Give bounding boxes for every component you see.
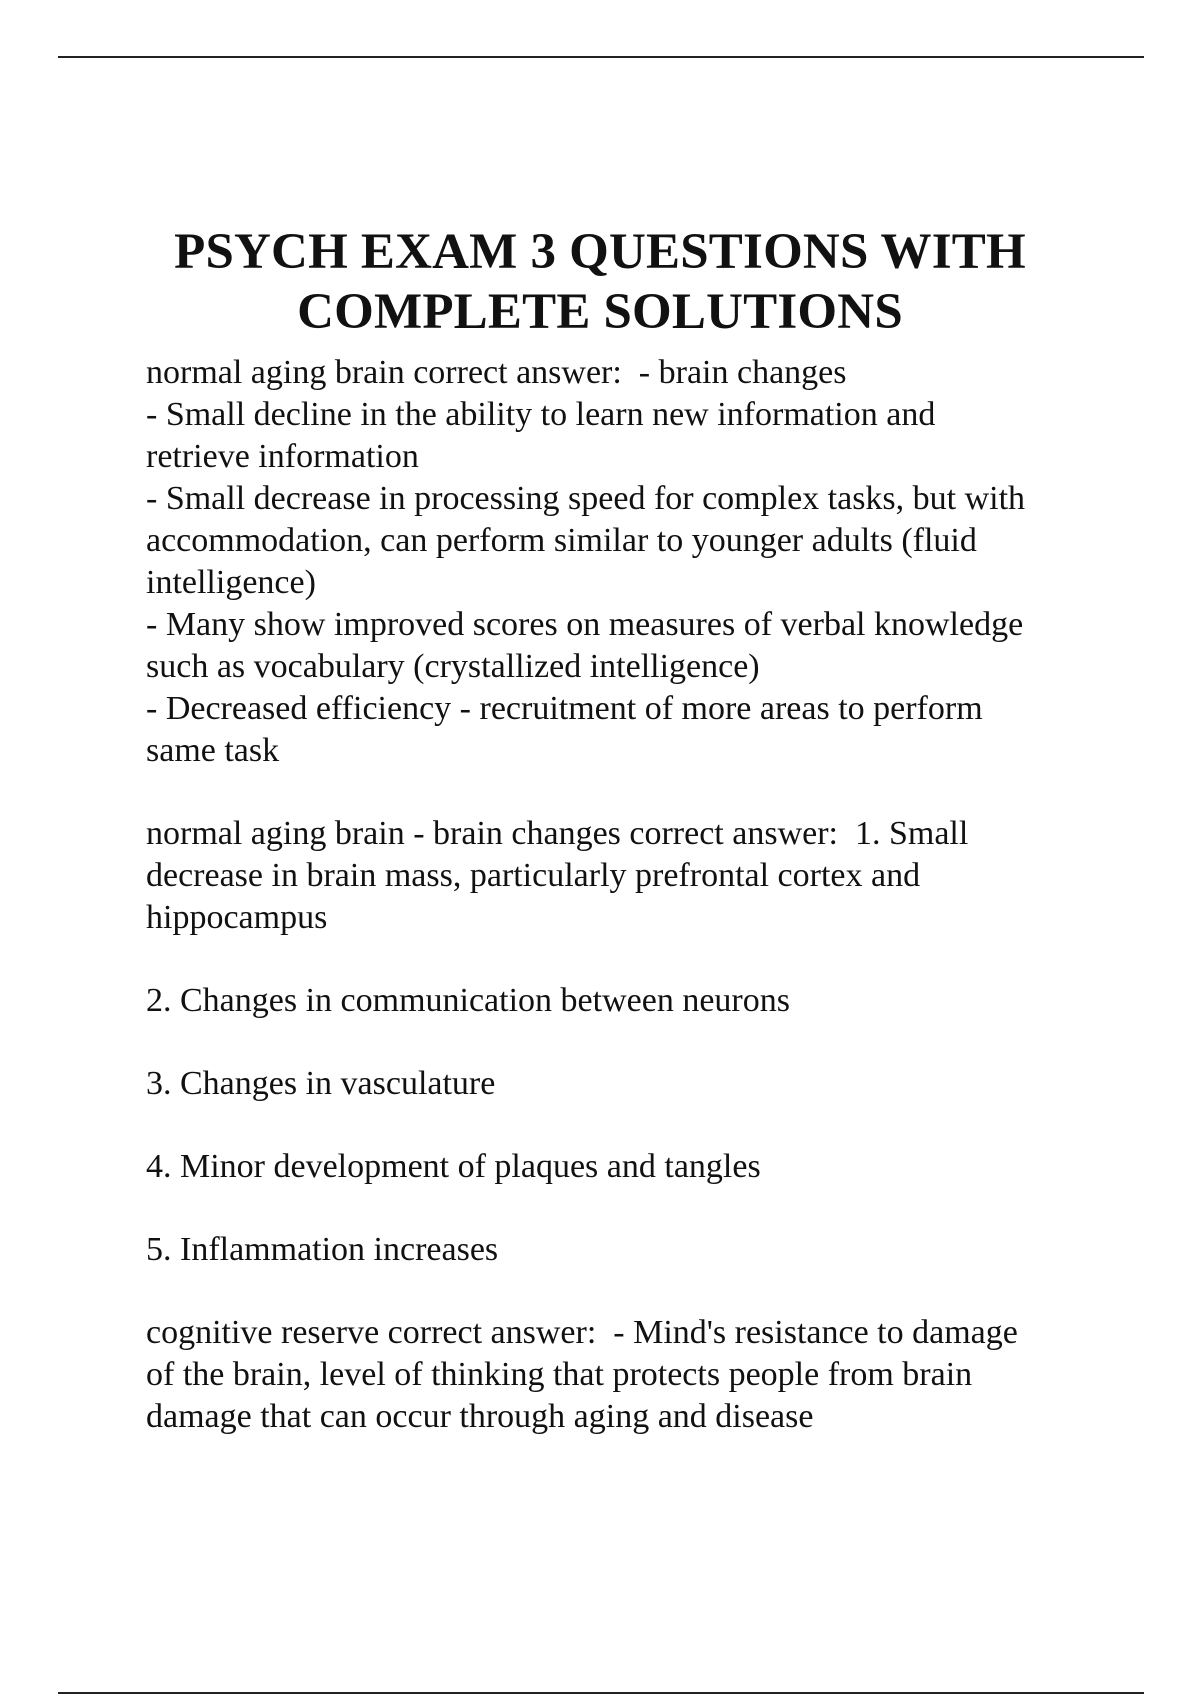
text-line: damage that can occur through aging and disease bbox=[146, 1398, 814, 1435]
text-line: 3. Changes in vasculature bbox=[146, 1065, 496, 1102]
qa-entry bbox=[146, 1312, 1096, 1438]
text-line: decrease in brain mass, particularly prefrontal cortex and bbox=[146, 857, 921, 894]
text-line: normal aging brain - brain changes correct answer: 1. Small bbox=[146, 815, 969, 852]
text-line: - Small decline in the ability to learn new information and bbox=[146, 396, 936, 433]
list-item bbox=[146, 1229, 1096, 1271]
text-line: - Decreased efficiency - recruitment of more areas to perform bbox=[146, 690, 983, 727]
text-line: 5. Inflammation increases bbox=[146, 1231, 499, 1268]
list-item bbox=[146, 1146, 1096, 1188]
page-title bbox=[100, 222, 1100, 342]
text-line: 4. Minor development of plaques and tangles bbox=[146, 1148, 761, 1185]
text-line: such as vocabulary (crystallized intelligence) bbox=[146, 648, 760, 685]
document-body bbox=[146, 352, 1096, 1479]
bottom-rule bbox=[58, 1692, 1144, 1694]
text-line: - Small decrease in processing speed for complex tasks, but with bbox=[146, 480, 1026, 517]
text-line: 2. Changes in communication between neurons bbox=[146, 982, 790, 1019]
title-line: PSYCH EXAM 3 QUESTIONS WITH bbox=[174, 224, 1026, 281]
list-item bbox=[146, 1063, 1096, 1105]
qa-entry bbox=[146, 813, 1096, 939]
text-line: same task bbox=[146, 732, 280, 769]
text-line: - Many show improved scores on measures of verbal knowledge bbox=[146, 606, 1024, 643]
text-line: accommodation, can perform similar to younger adults (fluid bbox=[146, 522, 977, 559]
text-line: hippocampus bbox=[146, 899, 328, 936]
text-line: of the brain, level of thinking that protects people from brain bbox=[146, 1356, 973, 1393]
list-item bbox=[146, 980, 1096, 1022]
top-rule bbox=[58, 56, 1144, 58]
qa-entry bbox=[146, 352, 1096, 772]
title-line: COMPLETE SOLUTIONS bbox=[297, 284, 903, 341]
text-line: cognitive reserve correct answer: - Mind's resistance to damage bbox=[146, 1314, 1018, 1351]
text-line: retrieve information bbox=[146, 438, 419, 475]
text-line: normal aging brain correct answer: - brain changes bbox=[146, 354, 847, 391]
text-line: intelligence) bbox=[146, 564, 316, 601]
